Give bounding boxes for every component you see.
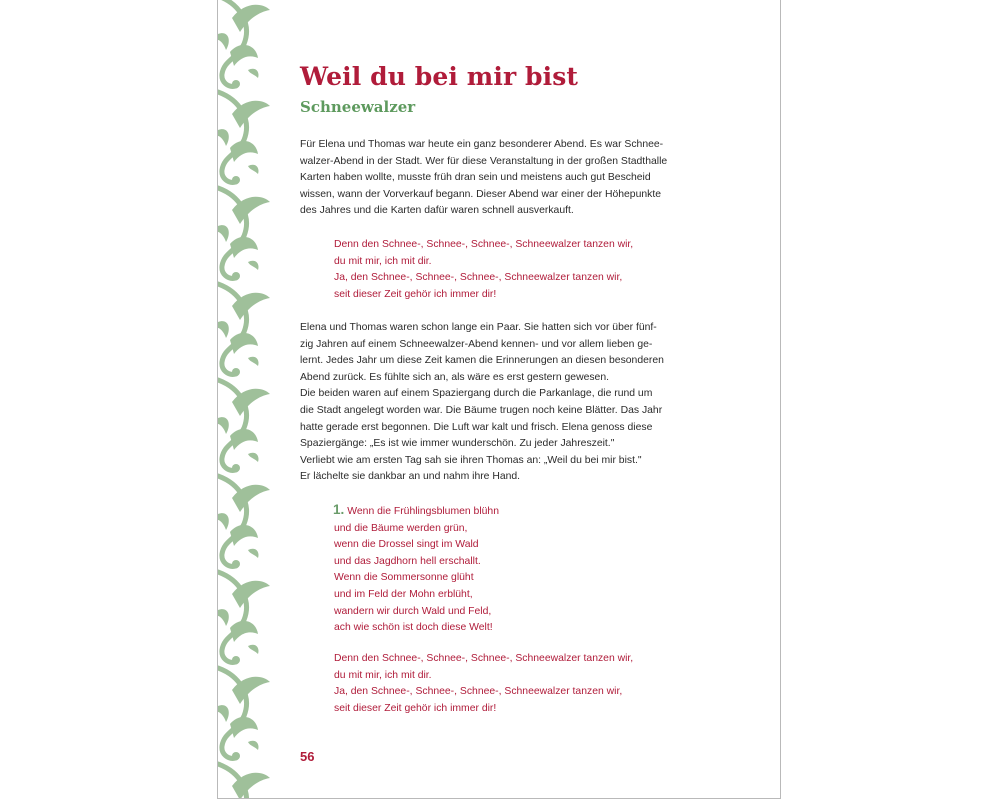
text-line: die Stadt angelegt worden war. Die Bäume trugen noch keine Blätter. Das Jahr xyxy=(300,404,663,416)
stanza-number: 1. xyxy=(333,502,345,517)
text-line: Abend zurück. Es fühlte sich an, als wäre es erst gestern gewesen. xyxy=(300,371,609,383)
verse-line: Denn den Schnee-, Schnee-, Schnee-, Schneewalzer tanzen wir, xyxy=(334,653,634,664)
verse-line: Ja, den Schnee-, Schnee-, Schnee-, Schneewalzer tanzen wir, xyxy=(334,686,623,698)
verse-line: seit dieser Zeit gehör ich immer dir! xyxy=(334,702,497,714)
text-line: wissen, wann der Vorverkauf begann. Dieser Abend war einer der Höhepunkte xyxy=(300,188,662,200)
text-line: lernt. Jedes Jahr um diese Zeit kamen die Erinnerungen an diesen besonderen xyxy=(300,355,664,367)
page-number: 56 xyxy=(300,749,315,764)
verse-line: und im Feld der Mohn erblüht, xyxy=(334,588,473,600)
text-line: walzer-Abend in der Stadt. Wer für diese Veranstaltung in der großen Stadthalle xyxy=(300,155,668,167)
paragraph-1 xyxy=(300,137,667,220)
text-line: Verliebt wie am ersten Tag sah sie ihren Thomas an: „Weil du bei mir bist." xyxy=(300,454,642,466)
floral-swirl-border-icon xyxy=(218,0,282,798)
stanza-1 xyxy=(334,502,499,637)
verse-line: ach wie schön ist doch diese Welt! xyxy=(334,622,493,634)
text-line: Für Elena und Thomas war heute ein ganz besonderer Abend. Es war Schnee- xyxy=(300,139,664,150)
page-title: Weil du bei mir bist xyxy=(300,62,579,91)
verse-line: seit dieser Zeit gehör ich immer dir! xyxy=(334,288,497,300)
text-line: Spaziergänge: „Es ist wie immer wunderschön. Zu jeder Jahreszeit." xyxy=(300,438,615,450)
verse-line: Denn den Schnee-, Schnee-, Schnee-, Schneewalzer tanzen wir, xyxy=(334,239,634,250)
refrain-2 xyxy=(334,651,633,717)
verse-line: du mit mir, ich mit dir. xyxy=(334,255,432,267)
text-line: Die beiden waren auf einem Spaziergang durch die Parkanlage, die rund um xyxy=(300,388,653,400)
verse-line: Ja, den Schnee-, Schnee-, Schnee-, Schneewalzer tanzen wir, xyxy=(334,272,623,284)
paragraph-2 xyxy=(300,320,664,486)
text-line: des Jahres und die Karten dafür waren schnell ausverkauft. xyxy=(300,205,574,217)
text-line: zig Jahren auf einem Schneewalzer-Abend kennen- und vor allem lieben ge- xyxy=(300,338,653,350)
text-line: Elena und Thomas waren schon lange ein Paar. Sie hatten sich vor über fünf- xyxy=(300,322,657,333)
text-line: Er lächelte sie dankbar an und nahm ihre Hand. xyxy=(300,471,521,483)
verse-line-text: Wenn die Frühlingsblumen blühn xyxy=(347,506,499,517)
verse-line: du mit mir, ich mit dir. xyxy=(334,669,432,681)
verse-line: Wenn die Sommersonne glüht xyxy=(334,572,474,584)
text-line: hatte gerade erst begonnen. Die Luft war kalt und frisch. Elena genoss diese xyxy=(300,421,653,433)
verse-line: wenn die Drossel singt im Wald xyxy=(334,539,479,551)
book-page xyxy=(217,0,781,799)
verse-line: wandern wir durch Wald und Feld, xyxy=(334,605,492,617)
verse-line xyxy=(334,502,499,521)
refrain-1 xyxy=(334,237,633,303)
verse-line: und die Bäume werden grün, xyxy=(334,522,468,534)
text-line: Karten haben wollte, musste früh dran sein und meistens auch gut Bescheid xyxy=(300,172,651,184)
verse-line: und das Jagdhorn hell erschallt. xyxy=(334,555,481,567)
page-subtitle: Schneewalzer xyxy=(300,98,416,116)
